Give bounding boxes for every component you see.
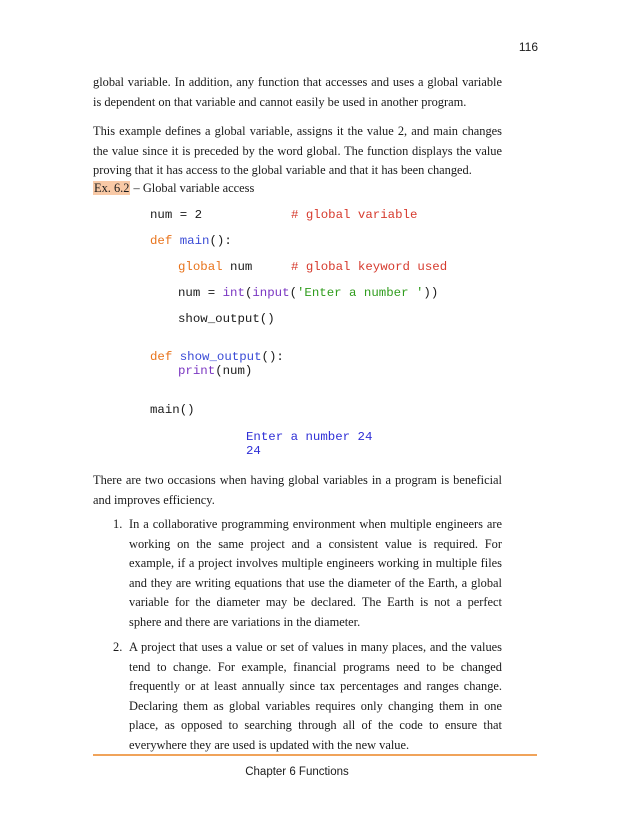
code-comment: # global variable [291, 208, 418, 222]
code-line-1 [150, 208, 418, 222]
code-keyword: def [150, 234, 173, 248]
program-output-line-1: Enter a number 24 [246, 430, 373, 444]
paragraph-example-description: This example defines a global variable, assigns it the value 2, and main changes the value since it is preceded by the word global. The function displays the value proving that it has access to the global variable and that it has been changed. [93, 124, 502, 177]
code-text: (): [261, 350, 284, 364]
code-keyword: def [150, 350, 173, 364]
footer-chapter-title: Chapter 6 Functions [245, 766, 349, 778]
footer-divider [93, 754, 537, 756]
list-item-text: A project that uses a value or set of values in many places, and the values tend to change. For example, financial programs need to be changed frequently or at least annually since tax percentages and ranges change. Declaring them as global variables requires only changing them in one place, as opposed to searching through all of the code to ensure that everywhere they are used is updated with the new value. [129, 640, 502, 752]
page-number: 116 [518, 40, 538, 54]
list-item [93, 638, 502, 755]
code-line-3 [178, 260, 448, 274]
program-output-line-2: 24 [246, 444, 261, 458]
code-text: ( [289, 286, 297, 300]
example-title: – Global variable access [130, 181, 255, 195]
paragraph-intro: global variable. In addition, any function that accesses and uses a global variable is dependent on that variable and cannot easily be used in another program. [93, 75, 502, 109]
code-line-8: main() [150, 403, 195, 417]
list-item-number: 2. [113, 640, 123, 654]
occasions-list [93, 515, 502, 761]
code-text: num [222, 260, 253, 274]
code-keyword: global [178, 260, 223, 274]
code-line-7 [178, 364, 252, 378]
code-text: )) [423, 286, 439, 300]
code-function-name: main [179, 234, 210, 248]
code-text: ( [244, 286, 253, 300]
list-item-number: 1. [113, 517, 123, 531]
code-builtin: print [178, 364, 216, 378]
example-tag: Ex. 6.2 [94, 181, 130, 195]
code-text: num = 2 [150, 208, 203, 222]
paragraph-occasions: There are two occasions when having global variables in a program is beneficial and improves efficiency. [93, 473, 502, 507]
code-text: num = [178, 286, 223, 300]
list-item [93, 515, 502, 632]
footer [0, 766, 630, 778]
code-function-name: show_output [179, 350, 262, 364]
list-item-text: In a collaborative programming environment when multiple engineers are working on the same project and a consistent value is required. For example, if a project involves multiple engineers working in multiple files and they are writing equations that use the diameter of the Earth, a global variable for the diameter may be declared. The Earth is not a perfect sphere and there are variations in the diameter. [129, 517, 502, 629]
code-line-6 [150, 350, 284, 364]
code-builtin: int [222, 286, 245, 300]
code-line-2 [150, 234, 232, 248]
code-builtin: input [252, 286, 290, 300]
code-text: (): [209, 234, 232, 248]
code-line-4 [178, 286, 438, 300]
code-string: 'Enter a number ' [297, 286, 424, 300]
code-line-5: show_output() [178, 312, 275, 326]
code-text: (num) [215, 364, 253, 378]
code-comment: # global keyword used [291, 260, 448, 274]
example-caption [93, 179, 254, 199]
